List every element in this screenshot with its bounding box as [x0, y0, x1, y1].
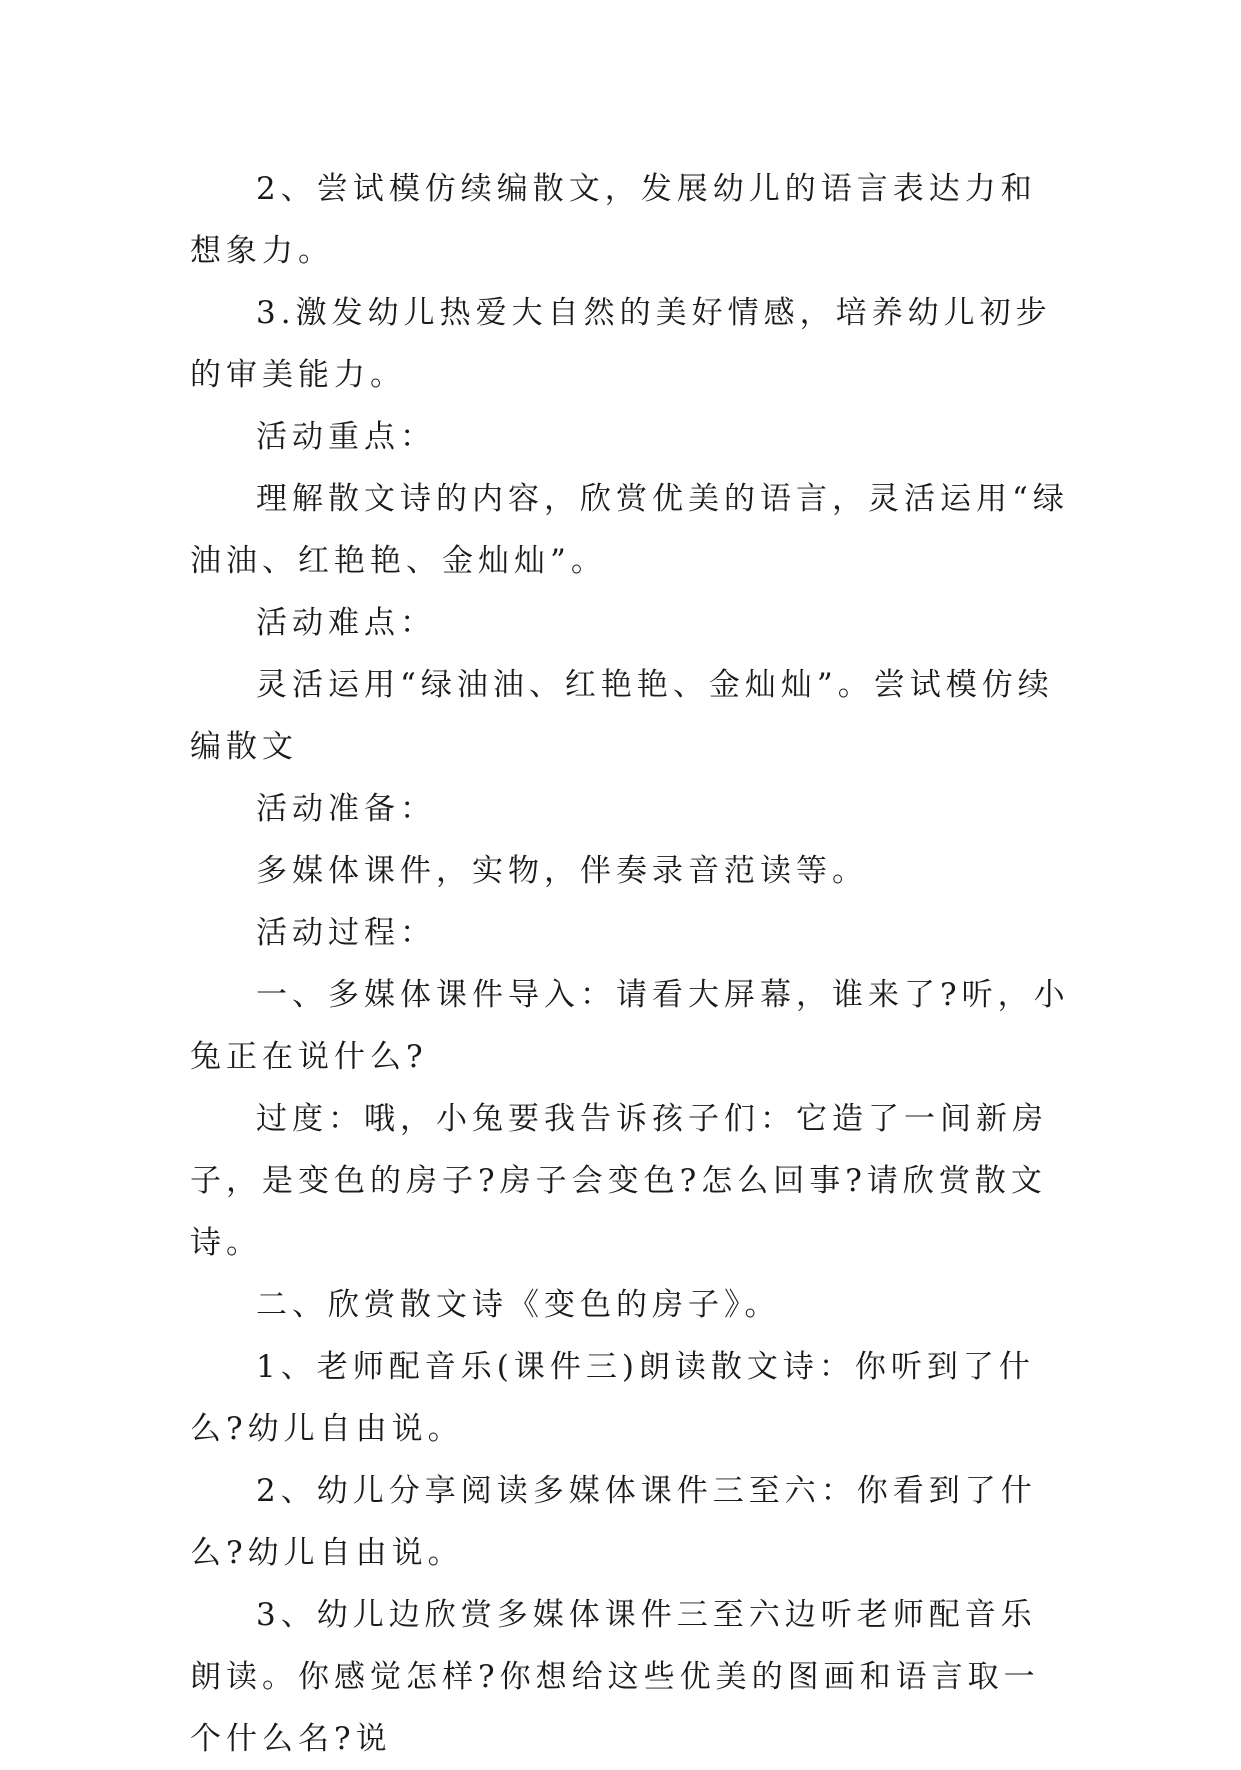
- heading-process: 活动过程：: [256, 915, 436, 951]
- heading-preparation: 活动准备：: [256, 791, 436, 827]
- heading-difficulties: 活动难点：: [256, 605, 436, 641]
- heading-key-points: 活动重点：: [256, 419, 436, 455]
- paragraph-transition: 过度：哦，小兔要我告诉孩子们：它造了一间新房子，是变色的房子?房子会变色?怎么回事?请欣赏散文诗。: [190, 1101, 1048, 1261]
- paragraph-objective-2: 2、尝试模仿续编散文，发展幼儿的语言表达力和想象力。: [190, 171, 1037, 269]
- paragraph-step-2-3: 3、幼儿边欣赏多媒体课件三至六边听老师配音乐朗读。你感觉怎样?你想给这些优美的图画和语言取一个什么名?说: [190, 1597, 1040, 1757]
- paragraph-difficulties: 灵活运用“绿油油、红艳艳、金灿灿”。尝试模仿续编散文: [190, 667, 1054, 765]
- paragraph-key-points: 理解散文诗的内容，欣赏优美的语言，灵活运用“绿油油、红艳艳、金灿灿”。: [190, 481, 1069, 579]
- paragraph-step-2-1: 1、老师配音乐(课件三)朗读散文诗：你听到了什么?幼儿自由说。: [190, 1349, 1035, 1447]
- paragraph-preparation: 多媒体课件，实物，伴奏录音范读等。: [256, 853, 868, 889]
- document-body: [190, 158, 1070, 1770]
- paragraph-step-2: 二、欣赏散文诗《变色的房子》。: [256, 1287, 781, 1323]
- paragraph-step-2-2: 2、幼儿分享阅读多媒体课件三至六：你看到了什么?幼儿自由说。: [190, 1473, 1037, 1571]
- paragraph-step-1: 一、多媒体课件导入：请看大屏幕，谁来了?听，小兔正在说什么?: [190, 977, 1070, 1075]
- paragraph-objective-3: 3.激发幼儿热爱大自然的美好情感，培养幼儿初步的审美能力。: [190, 295, 1052, 393]
